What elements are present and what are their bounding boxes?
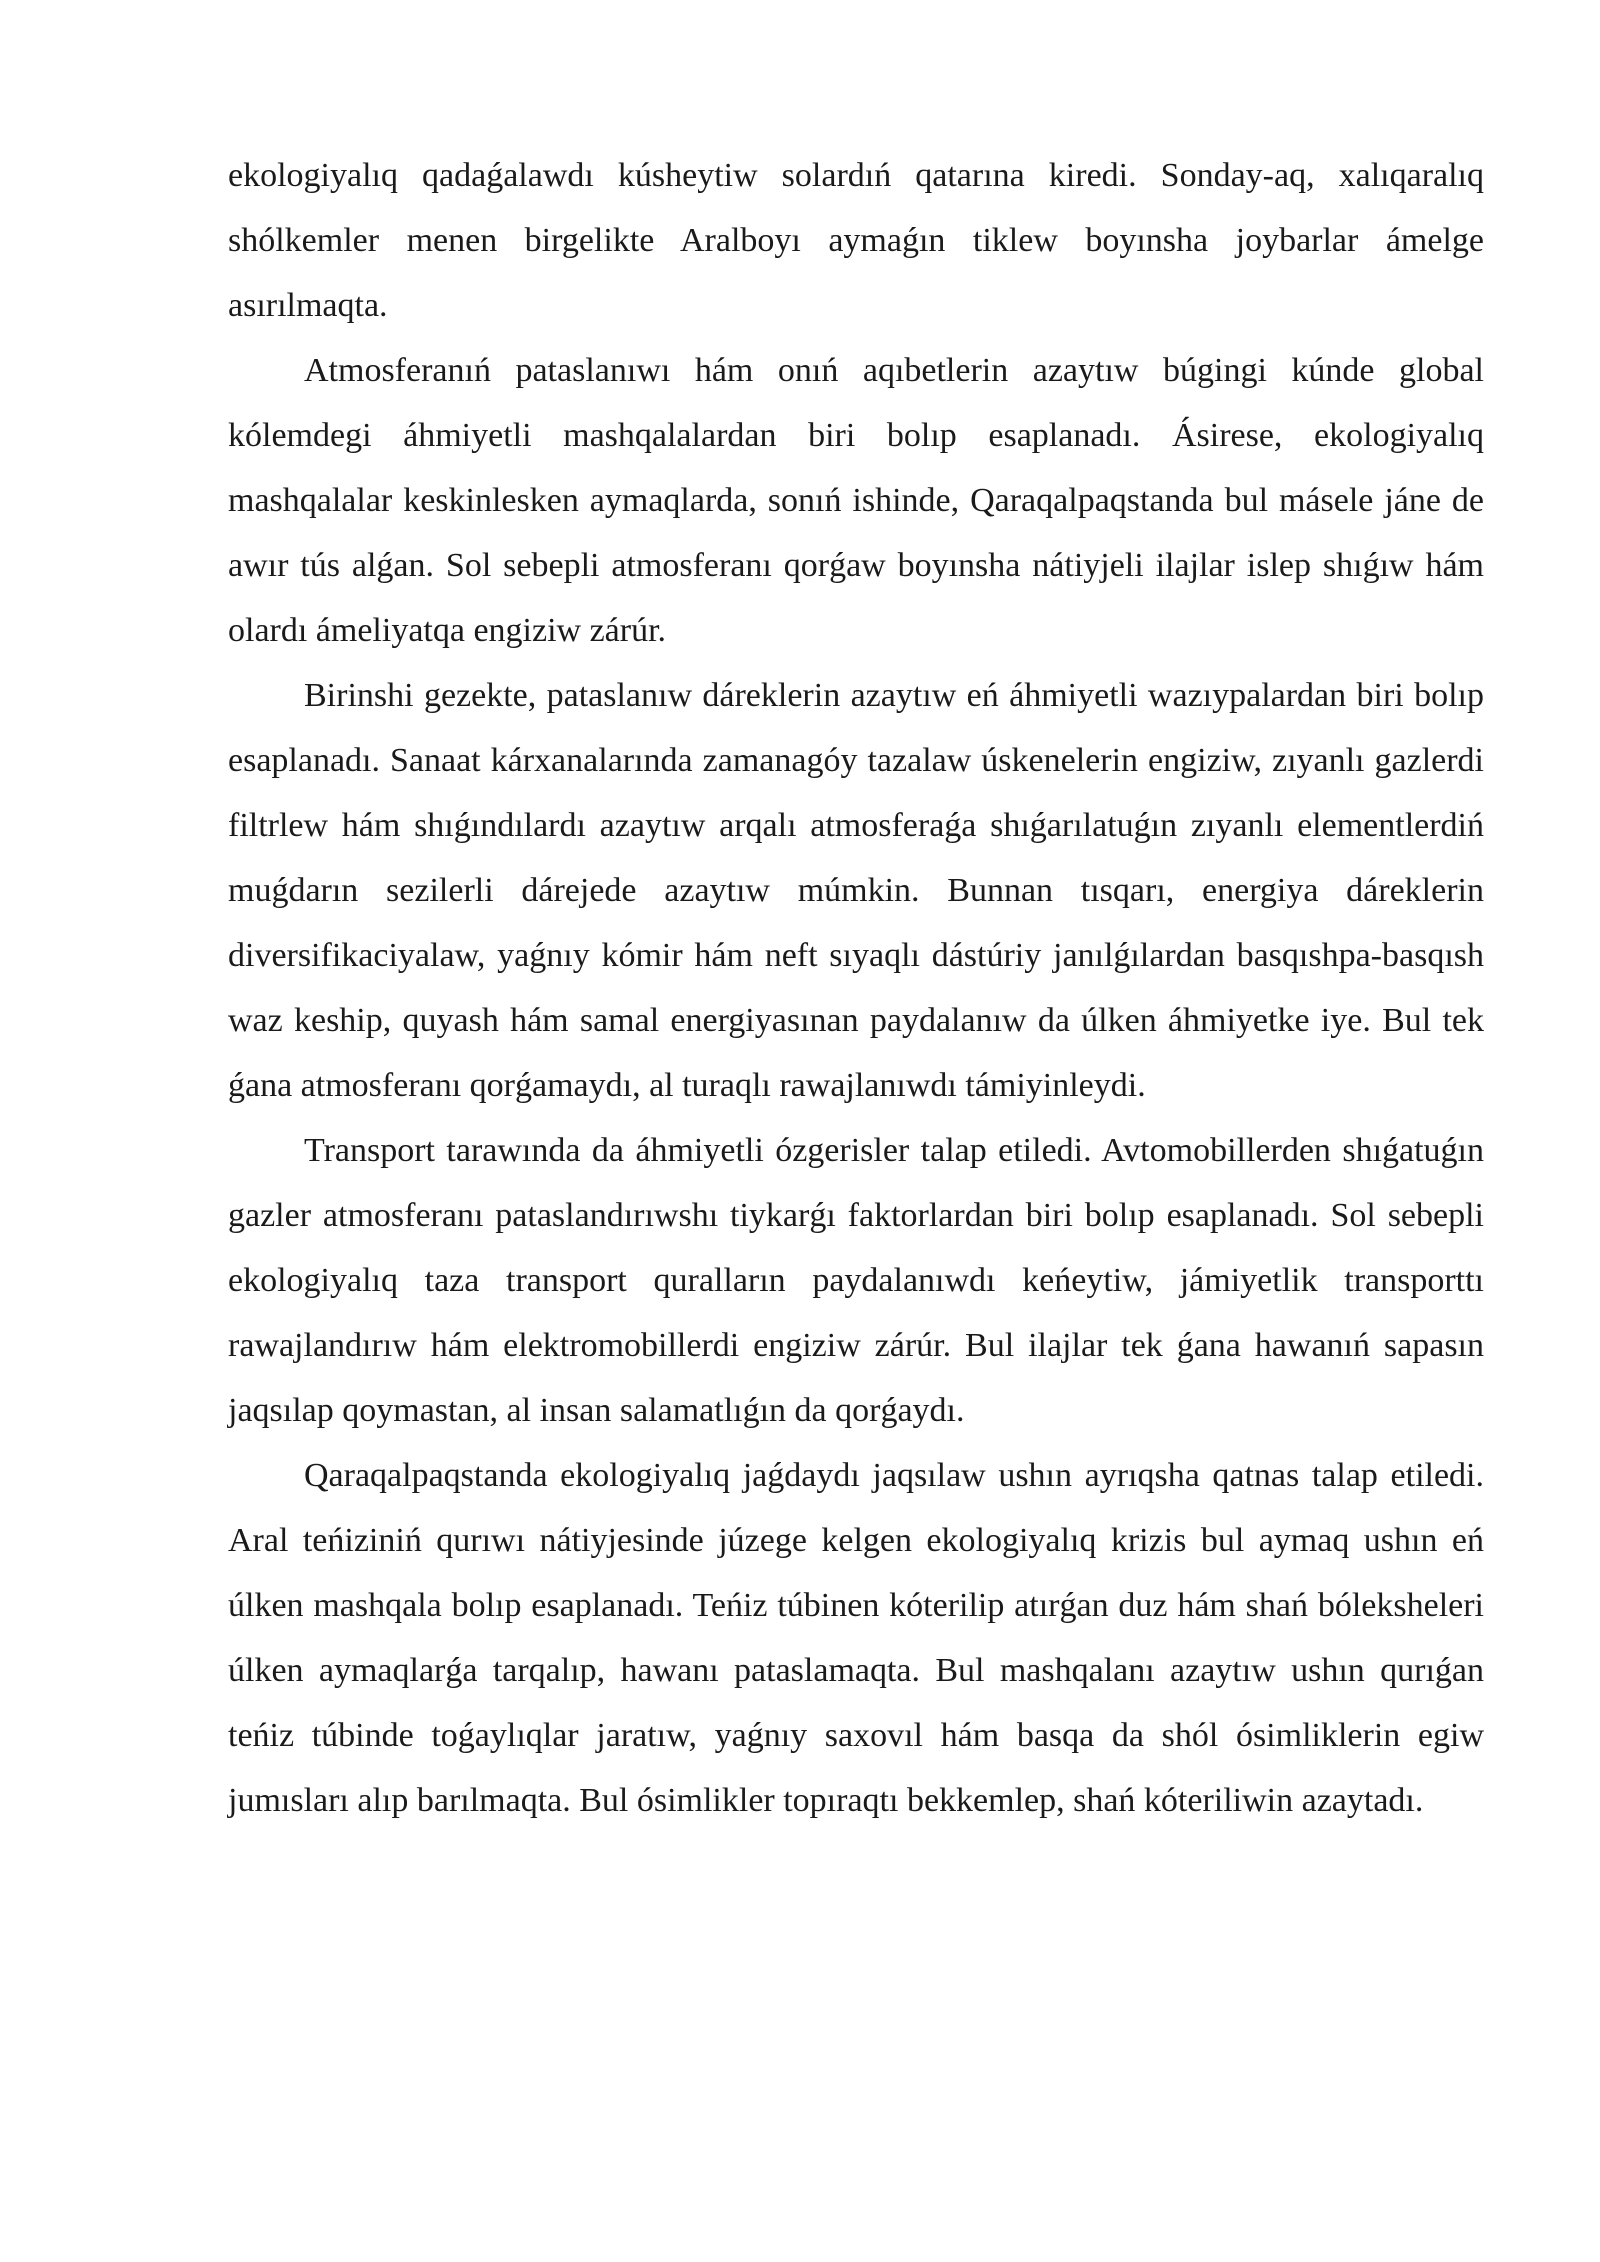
paragraph-atmosphere-pollution: Atmosferanıń pataslanıwı hám onıń aqıbetlerin azaytıw búgingi kúnde global kólemdegi áhmiyetli mashqalalardan biri bolıp esaplanadı. Ásirese, ekologiyalıq mashqalalar keskinlesken aymaqlarda, sonıń ishinde, Qaraqalpaqstanda bul másele jáne de awır tús alǵan. Sol sebepli atmosferanı qorǵaw boyınsha nátiyjeli ilajlar islep shıǵıw hám olardı ámeliyatqa engiziw zárúr. [228, 352, 1484, 649]
paragraph-continuation: ekologiyalıq qadaǵalawdı kúsheytiw solardıń qatarına kiredi. Sonday-aq, xalıqaralıq shólkemler menen birgelikte Aralboyı aymaǵın tiklew boyınsha joybarlar ámelge asırılmaqta. [228, 157, 1484, 324]
paragraph-reducing-sources: Birinshi gezekte, pataslanıw dáreklerin azaytıw eń áhmiyetli wazıypalardan biri bolıp esaplanadı. Sanaat kárxanalarında zamanagóy tazalaw úskenelerin engiziw, zıyanlı gazlerdi filtrlew hám shıǵındılardı azaytıw arqalı atmosferaǵa shıǵarılatuǵın zıyanlı elementlerdiń muǵdarın sezilerli dárejede azaytıw múmkin. Bunnan tısqarı, energiya dáreklerin diversifikaciyalaw, yaǵnıy kómir hám neft sıyaqlı dástúriy janılǵılardan basqıshpa-basqısh waz keship, quyash hám samal energiyasınan paydalanıw da úlken áhmiyetke iye. Bul tek ǵana atmosferanı qorǵamaydı, al turaqlı rawajlanıwdı támiyinleydi. [228, 677, 1484, 1104]
document-body [228, 143, 1484, 1833]
paragraph-transport: Transport tarawında da áhmiyetli ózgerisler talap etiledi. Avtomobillerden shıǵatuǵın gazler atmosferanı pataslandırıwshı tiykarǵı faktorlardan biri bolıp esaplanadı. Sol sebepli ekologiyalıq taza transport quralların paydalanıwdı keńeytiw, jámiyetlik transporttı rawajlandırıw hám elektromobillerdi engiziw zárúr. Bul ilajlar tek ǵana hawanıń sapasın jaqsılap qoymastan, al insan salamatlıǵın da qorǵaydı. [228, 1132, 1484, 1429]
paragraph-karakalpakstan: Qaraqalpaqstanda ekologiyalıq jaǵdaydı jaqsılaw ushın ayrıqsha qatnas talap etiledi. Aral teńiziniń qurıwı nátiyjesinde júzege kelgen ekologiyalıq krizis bul aymaq ushın eń úlken mashqala bolıp esaplanadı. Teńiz túbinen kóterilip atırǵan duz hám shań bóleksheleri úlken aymaqlarǵa tarqalıp, hawanı pataslamaqta. Bul mashqalanı azaytıw ushın qurıǵan teńiz túbinde toǵaylıqlar jaratıw, yaǵnıy saxovıl hám basqa da shól ósimliklerin egiw jumısları alıp barılmaqta. Bul ósimlikler topıraqtı bekkemlep, shań kóteriliwin azaytadı. [228, 1457, 1484, 1819]
